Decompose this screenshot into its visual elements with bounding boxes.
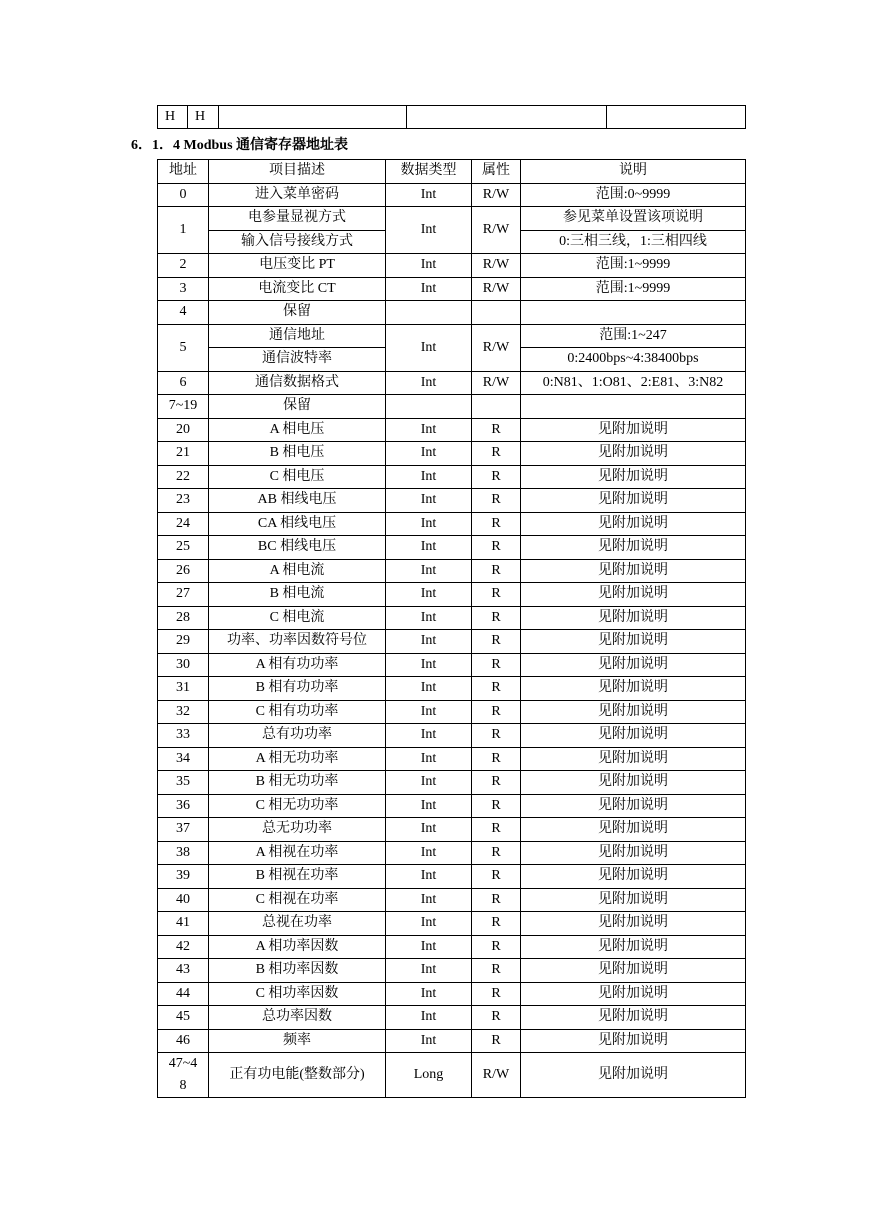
address-cell: 41 bbox=[158, 912, 209, 936]
note-cell: 0:三相三线，1:三相四线 bbox=[521, 230, 746, 254]
data-type-cell: Int bbox=[386, 630, 472, 654]
note-cell: 见附加说明 bbox=[521, 442, 746, 466]
description-cell: B 相电流 bbox=[209, 583, 386, 607]
attribute-cell: R/W bbox=[472, 277, 521, 301]
description-cell: 电参量显视方式 bbox=[209, 207, 386, 231]
attribute-cell: R bbox=[472, 606, 521, 630]
data-type-cell: Int bbox=[386, 888, 472, 912]
description-cell: A 相电压 bbox=[209, 418, 386, 442]
note-cell: 见附加说明 bbox=[521, 1029, 746, 1053]
note-cell: 见附加说明 bbox=[521, 888, 746, 912]
data-type-cell: Int bbox=[386, 559, 472, 583]
description-cell: B 相无功功率 bbox=[209, 771, 386, 795]
address-cell: 26 bbox=[158, 559, 209, 583]
table-row bbox=[158, 301, 746, 325]
address-cell: 22 bbox=[158, 465, 209, 489]
attribute-cell: R bbox=[472, 418, 521, 442]
note-cell: 范围:0~9999 bbox=[521, 183, 746, 207]
address-cell: 6 bbox=[158, 371, 209, 395]
data-type-cell: Int bbox=[386, 912, 472, 936]
description-cell: A 相无功功率 bbox=[209, 747, 386, 771]
attribute-cell: R bbox=[472, 888, 521, 912]
description-cell: BC 相线电压 bbox=[209, 536, 386, 560]
data-type-cell: Int bbox=[386, 841, 472, 865]
description-cell: 总无功功率 bbox=[209, 818, 386, 842]
attribute-cell: R bbox=[472, 1006, 521, 1030]
note-cell: 范围:1~9999 bbox=[521, 254, 746, 278]
table-row bbox=[158, 583, 746, 607]
attribute-cell: R bbox=[472, 489, 521, 513]
note-cell: 见附加说明 bbox=[521, 1053, 746, 1098]
note-cell: 见附加说明 bbox=[521, 536, 746, 560]
description-cell: B 相电压 bbox=[209, 442, 386, 466]
column-header-address: 地址 bbox=[158, 160, 209, 184]
address-cell: 5 bbox=[158, 324, 209, 371]
table-header-row bbox=[158, 160, 746, 184]
description-cell: B 相视在功率 bbox=[209, 865, 386, 889]
address-cell: 33 bbox=[158, 724, 209, 748]
description-cell: C 相有功功率 bbox=[209, 700, 386, 724]
data-type-cell: Int bbox=[386, 536, 472, 560]
description-cell: A 相视在功率 bbox=[209, 841, 386, 865]
table-row bbox=[158, 442, 746, 466]
description-cell: B 相有功功率 bbox=[209, 677, 386, 701]
data-type-cell: Int bbox=[386, 277, 472, 301]
address-cell: 21 bbox=[158, 442, 209, 466]
attribute-cell: R bbox=[472, 771, 521, 795]
address-cell: 0 bbox=[158, 183, 209, 207]
address-cell: 7~19 bbox=[158, 395, 209, 419]
note-cell: 见附加说明 bbox=[521, 653, 746, 677]
address-cell: 45 bbox=[158, 1006, 209, 1030]
attribute-cell: R bbox=[472, 912, 521, 936]
table-row bbox=[158, 512, 746, 536]
table-row bbox=[158, 747, 746, 771]
attribute-cell: R bbox=[472, 959, 521, 983]
note-cell: 见附加说明 bbox=[521, 794, 746, 818]
attribute-cell: R bbox=[472, 583, 521, 607]
note-cell: 见附加说明 bbox=[521, 418, 746, 442]
address-cell: 32 bbox=[158, 700, 209, 724]
data-type-cell: Int bbox=[386, 653, 472, 677]
data-type-cell: Int bbox=[386, 677, 472, 701]
description-cell: A 相有功功率 bbox=[209, 653, 386, 677]
address-cell: 2 bbox=[158, 254, 209, 278]
address-cell: 40 bbox=[158, 888, 209, 912]
note-cell: 见附加说明 bbox=[521, 465, 746, 489]
table-row bbox=[158, 489, 746, 513]
address-text: 47~48 bbox=[168, 1056, 198, 1093]
description-cell: A 相电流 bbox=[209, 559, 386, 583]
modbus-register-table bbox=[157, 159, 746, 1098]
attribute-cell: R bbox=[472, 653, 521, 677]
description-cell: 正有功电能(整数部分) bbox=[209, 1053, 386, 1098]
description-cell: C 相电流 bbox=[209, 606, 386, 630]
attribute-cell: R/W bbox=[472, 1053, 521, 1098]
note-cell: 见附加说明 bbox=[521, 559, 746, 583]
description-cell: AB 相线电压 bbox=[209, 489, 386, 513]
address-cell: 1 bbox=[158, 207, 209, 254]
note-cell: 见附加说明 bbox=[521, 512, 746, 536]
address-cell: 38 bbox=[158, 841, 209, 865]
table-row bbox=[158, 324, 746, 348]
note-cell: 见附加说明 bbox=[521, 489, 746, 513]
table-row bbox=[158, 794, 746, 818]
description-cell: 保留 bbox=[209, 395, 386, 419]
table-body bbox=[158, 183, 746, 1098]
note-cell: 参见菜单设置该项说明 bbox=[521, 207, 746, 231]
data-type-cell: Int bbox=[386, 771, 472, 795]
description-cell: 保留 bbox=[209, 301, 386, 325]
note-cell: 范围:1~247 bbox=[521, 324, 746, 348]
note-cell: 见附加说明 bbox=[521, 771, 746, 795]
data-type-cell: Int bbox=[386, 465, 472, 489]
address-cell bbox=[158, 1053, 209, 1098]
note-cell: 见附加说明 bbox=[521, 700, 746, 724]
table-row bbox=[158, 935, 746, 959]
note-cell: 见附加说明 bbox=[521, 841, 746, 865]
description-cell: 输入信号接线方式 bbox=[209, 230, 386, 254]
attribute-cell: R bbox=[472, 630, 521, 654]
table-cell bbox=[607, 106, 746, 129]
data-type-cell: Int bbox=[386, 1029, 472, 1053]
description-cell: 频率 bbox=[209, 1029, 386, 1053]
attribute-cell: R bbox=[472, 935, 521, 959]
description-cell: C 相视在功率 bbox=[209, 888, 386, 912]
column-header-attribute: 属性 bbox=[472, 160, 521, 184]
table-row bbox=[158, 277, 746, 301]
attribute-cell: R/W bbox=[472, 324, 521, 371]
note-cell: 见附加说明 bbox=[521, 606, 746, 630]
description-cell: 通信地址 bbox=[209, 324, 386, 348]
table-row bbox=[158, 888, 746, 912]
table-cell bbox=[219, 106, 407, 129]
table-row bbox=[158, 183, 746, 207]
address-cell: 29 bbox=[158, 630, 209, 654]
column-header-note: 说明 bbox=[521, 160, 746, 184]
description-cell: 进入菜单密码 bbox=[209, 183, 386, 207]
column-header-data-type: 数据类型 bbox=[386, 160, 472, 184]
table-row bbox=[158, 982, 746, 1006]
table-row bbox=[158, 1006, 746, 1030]
table-row bbox=[158, 371, 746, 395]
attribute-cell: R/W bbox=[472, 254, 521, 278]
data-type-cell: Int bbox=[386, 207, 472, 254]
data-type-cell bbox=[386, 301, 472, 325]
table-row bbox=[158, 418, 746, 442]
description-cell: CA 相线电压 bbox=[209, 512, 386, 536]
note-cell: 见附加说明 bbox=[521, 912, 746, 936]
previous-table-fragment bbox=[157, 105, 746, 129]
table-row bbox=[158, 254, 746, 278]
attribute-cell: R/W bbox=[472, 207, 521, 254]
attribute-cell: R bbox=[472, 982, 521, 1006]
note-cell: 见附加说明 bbox=[521, 959, 746, 983]
table-row bbox=[158, 465, 746, 489]
address-cell: 39 bbox=[158, 865, 209, 889]
address-cell: 46 bbox=[158, 1029, 209, 1053]
data-type-cell: Int bbox=[386, 324, 472, 371]
attribute-cell: R bbox=[472, 512, 521, 536]
note-cell: 见附加说明 bbox=[521, 747, 746, 771]
description-cell: C 相电压 bbox=[209, 465, 386, 489]
attribute-cell: R/W bbox=[472, 371, 521, 395]
data-type-cell: Int bbox=[386, 724, 472, 748]
note-cell: 见附加说明 bbox=[521, 583, 746, 607]
address-cell: 37 bbox=[158, 818, 209, 842]
table-row bbox=[158, 559, 746, 583]
description-cell: 功率、功率因数符号位 bbox=[209, 630, 386, 654]
table-row bbox=[158, 207, 746, 231]
data-type-cell: Int bbox=[386, 254, 472, 278]
note-cell: 0:2400bps~4:38400bps bbox=[521, 348, 746, 372]
note-cell: 0:N81、1:O81、2:E81、3:N82 bbox=[521, 371, 746, 395]
description-cell: C 相功率因数 bbox=[209, 982, 386, 1006]
description-cell: 总有功功率 bbox=[209, 724, 386, 748]
attribute-cell: R bbox=[472, 465, 521, 489]
address-cell: 25 bbox=[158, 536, 209, 560]
table-row bbox=[158, 818, 746, 842]
table-row bbox=[158, 865, 746, 889]
address-cell: 28 bbox=[158, 606, 209, 630]
attribute-cell: R bbox=[472, 747, 521, 771]
address-cell: 23 bbox=[158, 489, 209, 513]
note-cell: 见附加说明 bbox=[521, 724, 746, 748]
note-cell: 见附加说明 bbox=[521, 982, 746, 1006]
table-row bbox=[158, 771, 746, 795]
description-cell: 电压变比 PT bbox=[209, 254, 386, 278]
table-row bbox=[158, 677, 746, 701]
address-cell: 4 bbox=[158, 301, 209, 325]
table-row bbox=[158, 395, 746, 419]
note-cell: 见附加说明 bbox=[521, 1006, 746, 1030]
address-cell: 24 bbox=[158, 512, 209, 536]
attribute-cell: R bbox=[472, 794, 521, 818]
description-cell: 通信波特率 bbox=[209, 348, 386, 372]
data-type-cell: Int bbox=[386, 982, 472, 1006]
address-cell: 42 bbox=[158, 935, 209, 959]
address-cell: 35 bbox=[158, 771, 209, 795]
address-cell: 20 bbox=[158, 418, 209, 442]
data-type-cell: Int bbox=[386, 512, 472, 536]
data-type-cell: Int bbox=[386, 1006, 472, 1030]
table-row bbox=[158, 606, 746, 630]
attribute-cell: R/W bbox=[472, 183, 521, 207]
section-heading: 6．1．4 Modbus 通信寄存器地址表 bbox=[131, 138, 349, 153]
table-row bbox=[158, 106, 746, 129]
data-type-cell: Int bbox=[386, 606, 472, 630]
column-header-description: 项目描述 bbox=[209, 160, 386, 184]
address-cell: 31 bbox=[158, 677, 209, 701]
table-row bbox=[158, 700, 746, 724]
table-row bbox=[158, 653, 746, 677]
table-row bbox=[158, 959, 746, 983]
data-type-cell: Int bbox=[386, 747, 472, 771]
table-row bbox=[158, 536, 746, 560]
address-cell: 36 bbox=[158, 794, 209, 818]
address-cell: 27 bbox=[158, 583, 209, 607]
description-cell: 总功率因数 bbox=[209, 1006, 386, 1030]
description-cell: 电流变比 CT bbox=[209, 277, 386, 301]
description-cell: B 相功率因数 bbox=[209, 959, 386, 983]
data-type-cell: Int bbox=[386, 371, 472, 395]
note-cell: 见附加说明 bbox=[521, 677, 746, 701]
data-type-cell: Int bbox=[386, 583, 472, 607]
attribute-cell: R bbox=[472, 700, 521, 724]
table-cell: H bbox=[188, 106, 219, 129]
data-type-cell: Int bbox=[386, 183, 472, 207]
description-cell: A 相功率因数 bbox=[209, 935, 386, 959]
note-cell: 见附加说明 bbox=[521, 865, 746, 889]
table-cell bbox=[407, 106, 607, 129]
table-row bbox=[158, 841, 746, 865]
table-cell: H bbox=[158, 106, 188, 129]
data-type-cell: Int bbox=[386, 418, 472, 442]
attribute-cell bbox=[472, 395, 521, 419]
description-cell: 通信数据格式 bbox=[209, 371, 386, 395]
note-cell: 见附加说明 bbox=[521, 935, 746, 959]
attribute-cell: R bbox=[472, 818, 521, 842]
table-row bbox=[158, 1029, 746, 1053]
address-cell: 3 bbox=[158, 277, 209, 301]
data-type-cell: Int bbox=[386, 700, 472, 724]
attribute-cell: R bbox=[472, 536, 521, 560]
data-type-cell bbox=[386, 395, 472, 419]
attribute-cell: R bbox=[472, 724, 521, 748]
data-type-cell: Long bbox=[386, 1053, 472, 1098]
note-cell: 见附加说明 bbox=[521, 630, 746, 654]
attribute-cell: R bbox=[472, 559, 521, 583]
note-cell: 见附加说明 bbox=[521, 818, 746, 842]
attribute-cell: R bbox=[472, 677, 521, 701]
note-cell: 范围:1~9999 bbox=[521, 277, 746, 301]
table-row bbox=[158, 1053, 746, 1098]
data-type-cell: Int bbox=[386, 818, 472, 842]
attribute-cell: R bbox=[472, 841, 521, 865]
address-cell: 44 bbox=[158, 982, 209, 1006]
data-type-cell: Int bbox=[386, 794, 472, 818]
address-cell: 30 bbox=[158, 653, 209, 677]
table-row bbox=[158, 912, 746, 936]
attribute-cell bbox=[472, 301, 521, 325]
table-row bbox=[158, 724, 746, 748]
data-type-cell: Int bbox=[386, 959, 472, 983]
note-cell bbox=[521, 301, 746, 325]
data-type-cell: Int bbox=[386, 935, 472, 959]
address-cell: 43 bbox=[158, 959, 209, 983]
description-cell: C 相无功功率 bbox=[209, 794, 386, 818]
attribute-cell: R bbox=[472, 1029, 521, 1053]
data-type-cell: Int bbox=[386, 442, 472, 466]
data-type-cell: Int bbox=[386, 865, 472, 889]
table-row bbox=[158, 630, 746, 654]
data-type-cell: Int bbox=[386, 489, 472, 513]
description-cell: 总视在功率 bbox=[209, 912, 386, 936]
address-cell: 34 bbox=[158, 747, 209, 771]
note-cell bbox=[521, 395, 746, 419]
attribute-cell: R bbox=[472, 442, 521, 466]
attribute-cell: R bbox=[472, 865, 521, 889]
